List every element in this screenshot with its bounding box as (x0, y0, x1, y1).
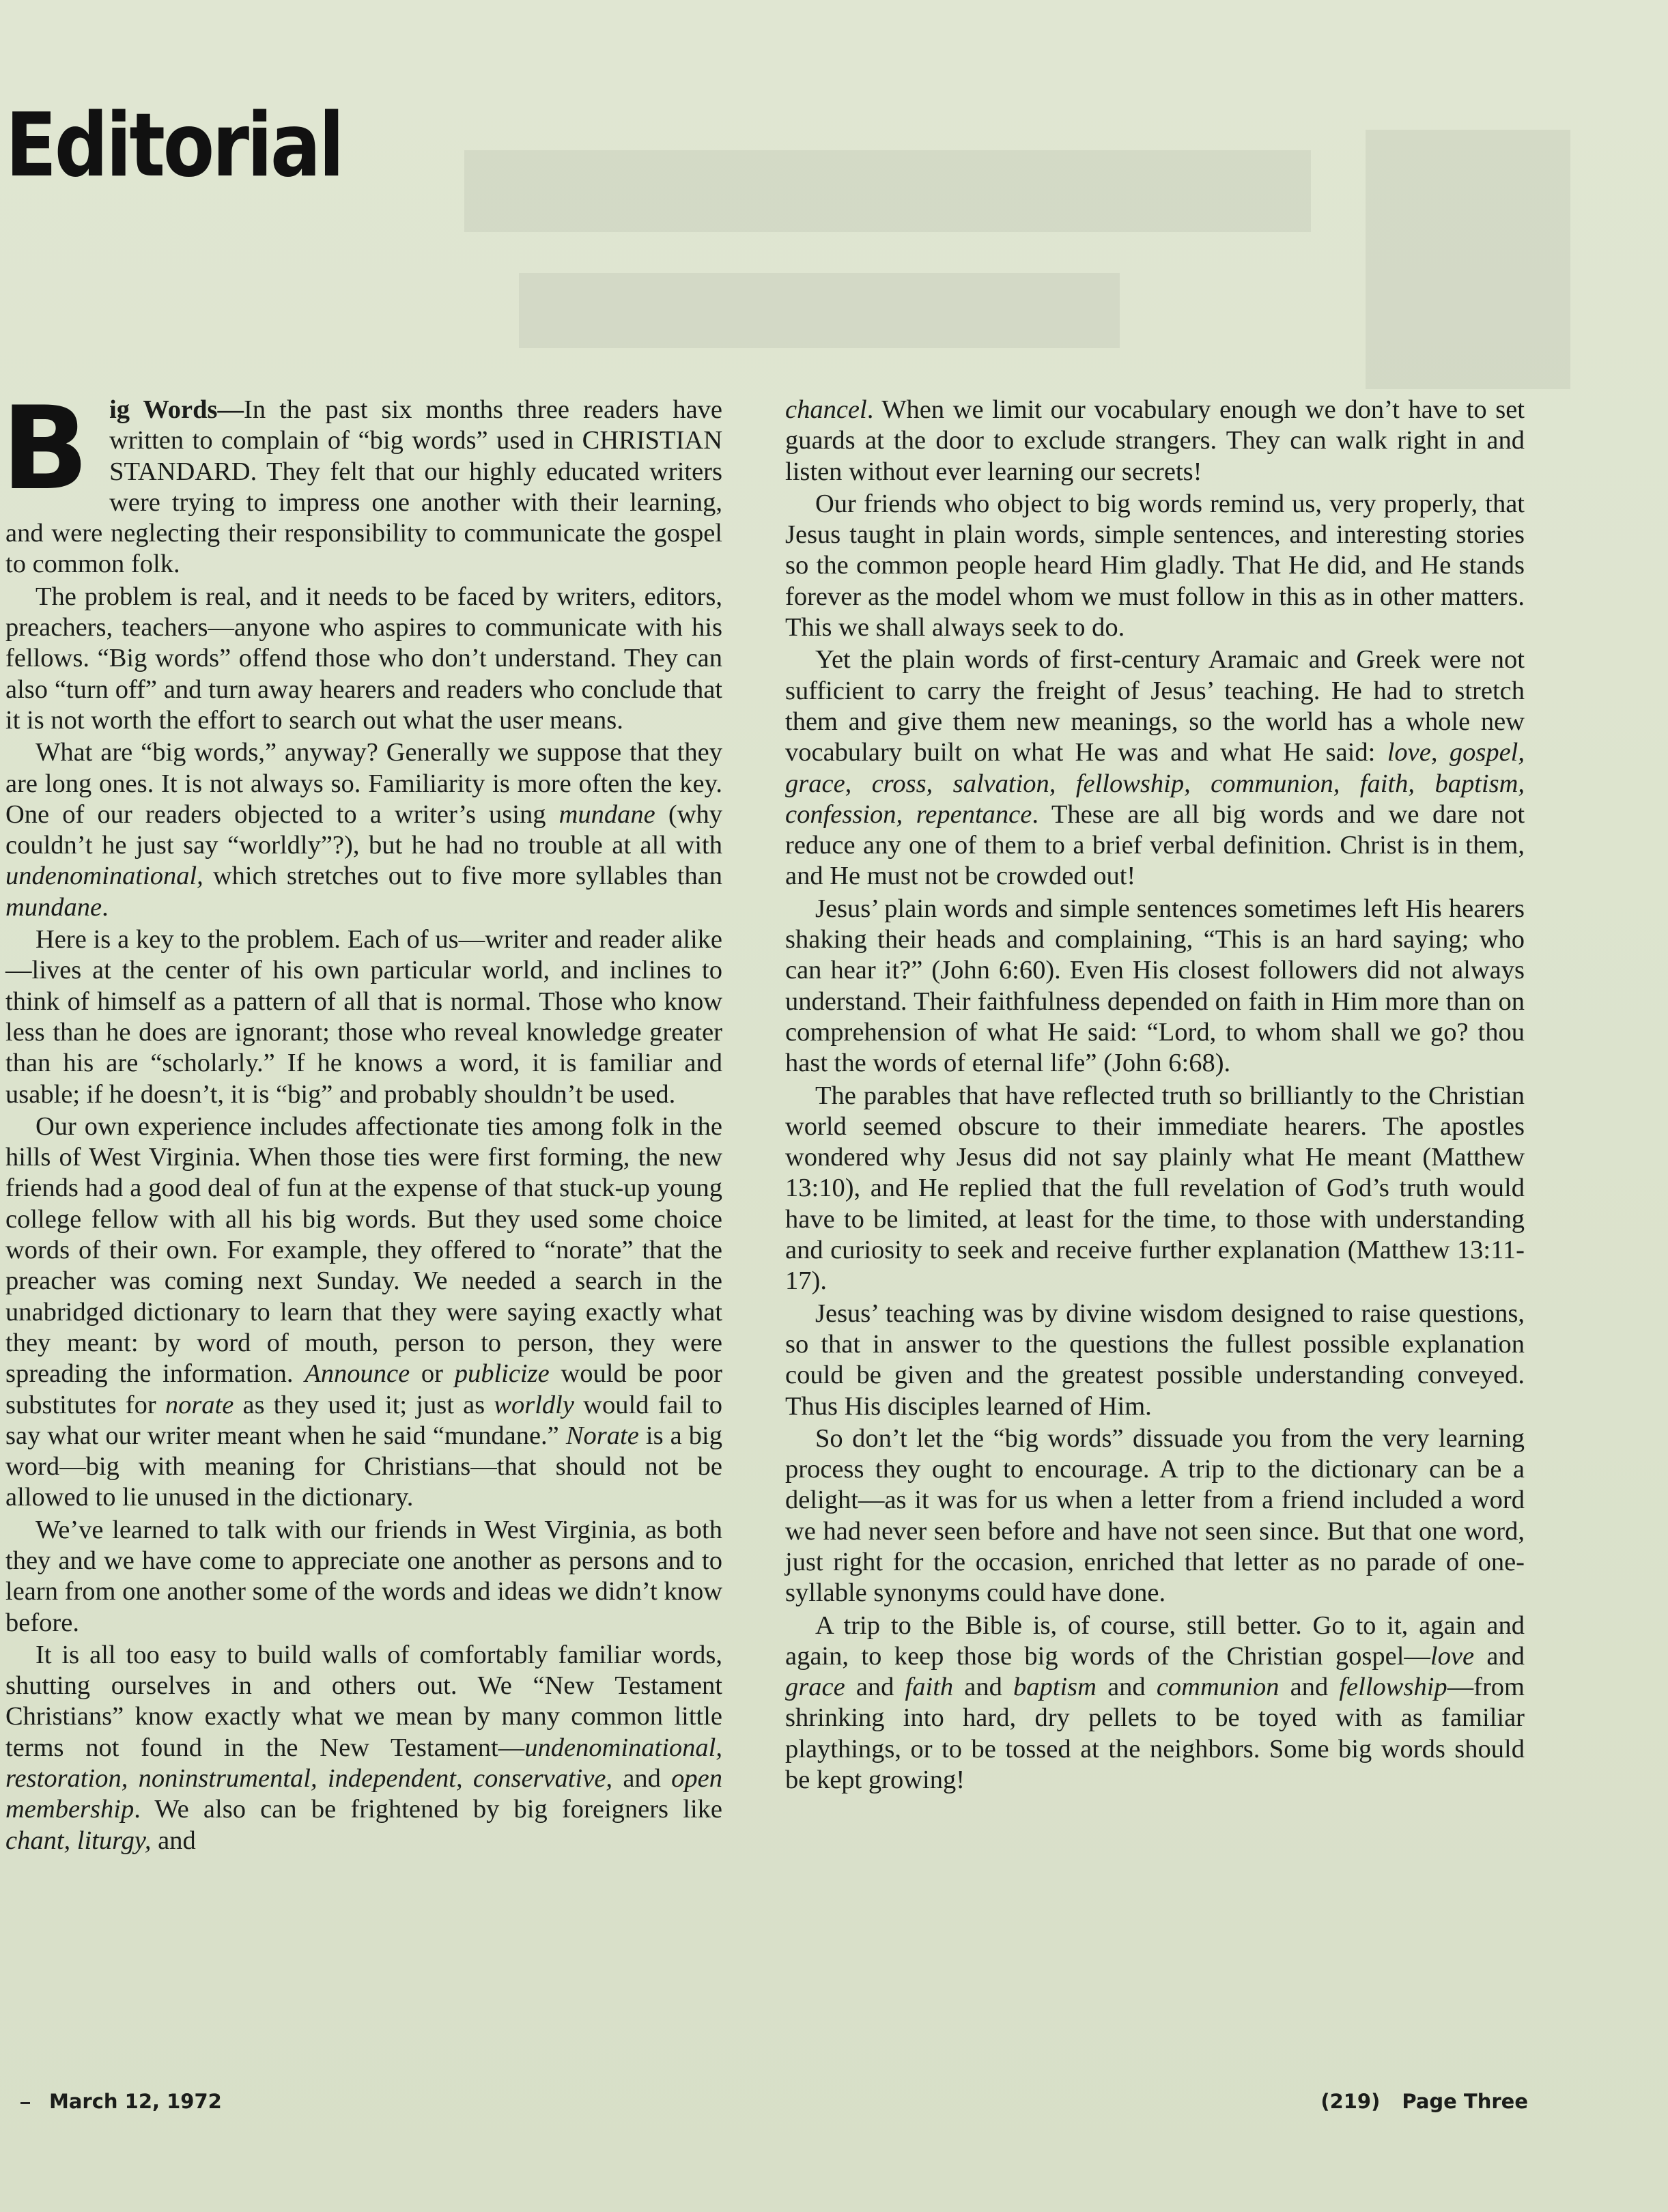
paragraph: It is all too easy to build walls of comfortably familiar words, shutting ourselves in and others out. We “New Testament Christians” know exactly what we mean by many common little terms not found in the New Testament—undenominational, restoration, noninstrumental, independent, conservative, and open membership. We also can be frightened by big foreigners like chant, liturgy, and (5, 1640, 723, 1855)
issue-date: March 12, 1972 (49, 2090, 222, 2113)
paragraph: A trip to the Bible is, of course, still better. Go to it, again and again, to keep those big words of the Christian gospel—love and grace and faith and baptism and communion and fellowship—from shrinking into hard, dry pellets to be toyed with as familiar playthings, or to be tossed at the neighbors. Some big words should be kept growing! (785, 1611, 1525, 1795)
paragraph: The problem is real, and it needs to be faced by writers, editors, preachers, teachers—anyone who aspires to communicate with his fellows. “Big words” offend those who don’t understand. They can also “turn off” and turn away hearers and readers who conclude that it is not worth the effort to search out what the user means. (5, 582, 722, 735)
paragraph: We’ve learned to talk with our friends in West Virginia, as both they and we have come to appreciate one another as persons and to learn from one another some of the words and ideas we didn’t know before. (5, 1515, 722, 1637)
paragraph: Jesus’ teaching was by divine wisdom designed to raise questions, so that in answer to the questions the fullest possible explanation could be given and the greatest possible understanding conveyed. Thus His disciples learned of Him. (785, 1299, 1525, 1421)
paragraph: Our own experience includes affectionate ties among folk in the hills of West Virginia. When those ties were first forming, the new friends had a good deal of fun at the expense of that stuck-up young college fellow with all his big words. But they used some choice words of their own. For example, they offered to “norate” that the preacher was coming next Sunday. We needed a search in the unabridged dictionary to learn that they were saying exactly what they meant: by word of mouth, person to person, they were spreading the information. Announce or publicize would be poor substitutes for norate as they used it; just as worldly would fail to say what our writer meant when he said “mundane.” Norate is a big word—big with meaning for Christians—that should not be allowed to lie unused in the dictionary. (5, 1111, 722, 1512)
paragraph: The parables that have reflected truth so brilliantly to the Christian world seemed obscure to their immediate hearers. The apostles wondered why Jesus did not say plainly what He meant (Matthew 13:10), and He replied that the full revelation of God’s truth would have to be limited, at least for the time, to those with understanding and curiosity to seek and receive further explanation (Matthew 13:11-17). (785, 1081, 1525, 1296)
footer-rule (20, 2102, 30, 2104)
paragraph: So don’t let the “big words” dissuade you from the very learning process they ought to encourage. A trip to the dictionary can be a delight—as it was for us when a letter from a friend included a word we had never seen before and have not seen since. But that one word, just right for the occasion, enriched that letter as no parade of one-syllable synonyms could have done. (785, 1423, 1525, 1608)
left-column (1, 382, 723, 1858)
page-label: Page Three (1402, 2090, 1528, 2113)
paragraph: Our friends who object to big words remind us, very properly, that Jesus taught in plain words, simple sentences, and interesting stories so the common people heard Him gladly. That He did, and He stands forever as the model whom we must follow in this as in other matters. This we shall always seek to do. (785, 489, 1525, 642)
drop-cap: B (1, 382, 89, 515)
paragraph (1, 382, 723, 580)
footer-page (1320, 2090, 1528, 2113)
page-title: Editorial (5, 95, 343, 197)
footer-date (20, 2090, 222, 2113)
paragraph: Yet the plain words of first-century Aramaic and Greek were not sufficient to carry the freight of Jesus’ teaching. He had to stretch them and give them new meanings, so the world has a whole new vocabulary built on what He was and what He said: love, gospel, grace, cross, salvation, fellowship, communion, faith, baptism, confession, repentance. These are all big words and we dare not reduce any one of them to a brief verbal definition. Christ is in them, and He must not be crowded out! (785, 645, 1525, 891)
page-number: (219) (1320, 2090, 1381, 2113)
paragraph: chancel. When we limit our vocabulary enough we don’t have to set guards at the door to exclude strangers. They can walk right in and listen without ever learning our secrets! (785, 395, 1525, 486)
paragraph: What are “big words,” anyway? Generally we suppose that they are long ones. It is not always so. Familiarity is more often the key. One of our readers objected to a writer’s using mundane (why couldn’t he just say “worldly”?), but he had no trouble at all with undenominational, which stretches out to five more syllables than mundane. (5, 738, 723, 922)
bleed-through-ghost-text (423, 123, 1584, 410)
right-column (785, 395, 1525, 1797)
paragraph-text: In the past six months three readers have written to complain of “big words” used in CHRISTIAN STANDARD. They felt that our highly educated writers were trying to impress one another with their learning, and were neglecting their responsibility to communicate the gospel to common folk. (5, 395, 723, 579)
paragraph: Here is a key to the problem. Each of us—writer and reader alike—lives at the center of his own particular world, and inclines to think of himself as a pattern of all that is normal. Those who know less than he does are ignorant; those who reveal knowledge greater than his are “scholarly.” If he knows a word, it is familiar and usable; if he doesn’t, it is “big” and probably shouldn’t be used. (5, 925, 722, 1109)
lead-in: ig Words— (109, 395, 244, 424)
paragraph: Jesus’ plain words and simple sentences sometimes left His hearers shaking their heads and complaining, “This is an hard saying; who can hear it?” (John 6:60). Even His closest followers did not always understand. Their faithfulness depended on faith in Him more than on comprehension of what He said: “Lord, to whom shall we go? thou hast the words of eternal life” (John 6:68). (785, 894, 1525, 1078)
